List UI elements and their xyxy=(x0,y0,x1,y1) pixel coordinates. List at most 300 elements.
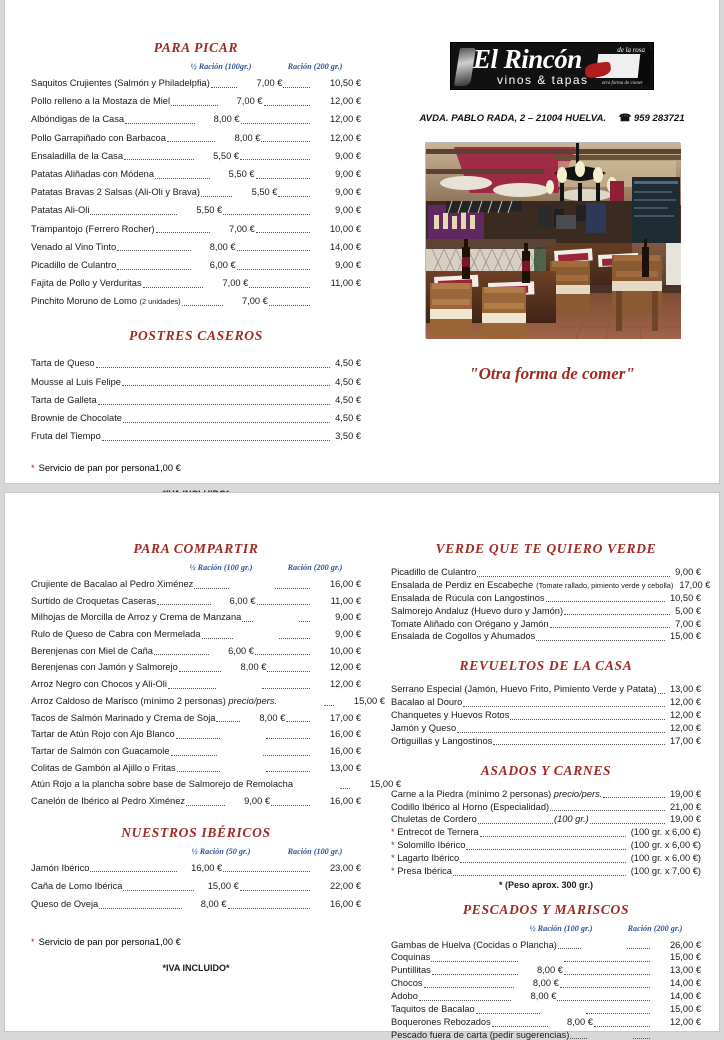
menu-item-row xyxy=(31,78,361,89)
menu-item-price: 9,00 € xyxy=(675,567,701,577)
menu-item-row xyxy=(31,729,361,740)
menu-item-row xyxy=(391,814,701,825)
menu-item-name: Rulo de Queso de Cabra con Mermelada xyxy=(31,629,201,640)
menu-item-row xyxy=(31,863,361,874)
column-headers-para-compartir xyxy=(31,563,361,572)
menu-item-name: Patatas Bravas 2 Salsas (Ali-Oli y Brava) xyxy=(31,187,200,198)
menu-item-name: Caña de Lomo Ibérica xyxy=(31,880,123,891)
dot-leader xyxy=(240,152,310,160)
dot-leader xyxy=(275,581,310,589)
dot-leader xyxy=(478,816,553,824)
menu-item-row xyxy=(391,940,701,951)
menu-item-row xyxy=(391,619,701,630)
menu-item-full-price: 12,00 € xyxy=(329,114,362,125)
para-compartir-item-list xyxy=(31,579,402,807)
menu-item-row xyxy=(391,697,701,708)
menu-item-row xyxy=(391,736,701,747)
dot-leader xyxy=(457,725,665,733)
menu-item-row xyxy=(31,395,361,406)
dot-leader xyxy=(432,967,518,975)
menu-item-half-price: 8,00 € xyxy=(567,1016,593,1027)
menu-item-price: (100 gr. x 7,00 €) xyxy=(630,865,701,876)
menu-item-full-price: 12,00 € xyxy=(669,1016,702,1027)
menu-item-name: Pescado fuera de carta (pedir sugerencias) xyxy=(391,1029,570,1040)
menu-item-price: 7,00 € xyxy=(675,618,701,629)
menu-item-row xyxy=(31,796,361,807)
dot-leader xyxy=(480,829,626,837)
menu-item-half-price: 7,00 € xyxy=(241,296,268,307)
dot-leader xyxy=(570,1031,587,1039)
menu-item-row xyxy=(391,978,701,989)
page1-right-column xyxy=(383,0,721,483)
menu-item-name: Chanquetes y Huevos Rotos xyxy=(391,710,510,720)
menu-item-row xyxy=(31,278,361,289)
dot-leader xyxy=(241,116,310,124)
menu-item-full-price: 16,00 € xyxy=(329,579,361,589)
menu-item-name: Colitas de Gambón al Ajillo o Fritas xyxy=(31,762,176,773)
dot-leader xyxy=(266,731,310,739)
menu-item-row xyxy=(31,114,361,125)
logo-corner-note-bottom: otra forma de comer xyxy=(601,81,643,86)
menu-item-row xyxy=(391,827,701,838)
menu-item-price: 4,50 € xyxy=(335,394,361,405)
menu-item-half-price: 6,00 € xyxy=(209,259,236,270)
postres-item-list xyxy=(31,358,361,441)
menu-item-half-price: 6,00 € xyxy=(229,595,256,606)
bread-note-label: Servicio de pan por persona xyxy=(38,463,155,474)
menu-item-row xyxy=(31,899,361,910)
menu-item-row xyxy=(31,779,402,790)
menu-item-name: Berenjenas con Miel de Caña xyxy=(31,645,153,656)
menu-item-name: Picadillo de Culantro xyxy=(31,259,117,270)
menu-item-name: Surtido de Croquetas Caseras xyxy=(31,595,157,606)
dot-leader xyxy=(431,954,517,962)
menu-item-half-price: 8,00 € xyxy=(537,965,563,976)
dot-leader xyxy=(460,855,625,863)
menu-item-name: Canelón de Ibérico al Pedro Ximénez xyxy=(31,795,186,806)
dot-leader xyxy=(286,714,310,722)
menu-item-full-price: 16,00 € xyxy=(329,745,361,756)
dot-leader xyxy=(123,883,193,891)
logo-container xyxy=(403,42,701,95)
menu-item-half-price: 8,00 € xyxy=(234,132,261,143)
column-headers-para-picar xyxy=(31,62,361,71)
dot-leader xyxy=(256,171,311,179)
dot-leader xyxy=(143,280,204,288)
menu-item-full-price: 11,00 € xyxy=(330,278,361,289)
menu-item-half-price: 8,00 € xyxy=(530,991,557,1002)
menu-item-price: 17,00 € xyxy=(669,735,701,746)
menu-item-weight-note: (100 gr.) xyxy=(553,814,589,825)
menu-item-name: Chuletas de Cordero xyxy=(391,814,477,825)
dot-leader xyxy=(564,954,650,962)
dot-leader xyxy=(249,280,310,288)
menu-item-row xyxy=(391,710,701,721)
dot-leader xyxy=(179,664,222,672)
menu-item-name: Pinchito Moruno de Lomo (2 unidades) xyxy=(31,296,181,307)
menu-item-full-price: 9,00 € xyxy=(335,187,362,198)
menu-item-half-price: 15,00 € xyxy=(207,880,239,891)
menu-item-row xyxy=(31,881,361,892)
menu-item-name: Ortiguillas y Langostinos xyxy=(391,735,493,746)
menu-item-row xyxy=(391,840,701,851)
dot-leader xyxy=(90,207,177,215)
menu-item-row xyxy=(31,169,361,180)
menu-item-name: * Solomillo Ibérico xyxy=(391,840,466,851)
menu-item-full-price: 22,00 € xyxy=(329,880,362,891)
restaurant-photo-graphic xyxy=(426,143,681,339)
menu-item-name: Mousse al Luis Felipe xyxy=(31,376,121,387)
menu-item-name: Taquitos de Bacalao xyxy=(391,1003,475,1014)
menu-item-row xyxy=(31,358,361,369)
menu-item-row xyxy=(31,133,361,144)
header-full-racion: Ración (100 gr.) xyxy=(287,846,343,856)
dot-leader xyxy=(201,189,233,197)
dot-leader xyxy=(154,647,209,655)
dot-leader xyxy=(266,764,310,772)
dot-leader xyxy=(211,80,238,88)
menu-item-row xyxy=(31,713,361,724)
section-title-asados: ASADOS Y CARNES xyxy=(480,762,612,778)
dot-leader xyxy=(493,737,665,745)
header-full-racion: Ración (200 gr.) xyxy=(627,923,683,933)
menu-item-row xyxy=(31,679,361,690)
menu-item-half-price: 5,50 € xyxy=(228,168,255,179)
menu-item-full-price: 12,00 € xyxy=(329,662,362,673)
dot-leader xyxy=(603,790,665,798)
menu-item-name: Milhojas de Morcilla de Arroz y Crema de Manzana xyxy=(31,612,242,623)
menu-item-name: Brownie de Chocolate xyxy=(31,413,122,423)
dot-leader xyxy=(117,243,190,251)
menu-item-full-price: 9,00 € xyxy=(335,629,362,640)
dot-leader xyxy=(237,262,310,270)
dot-leader xyxy=(633,1031,650,1039)
menu-item-name: Picadillo de Culantro xyxy=(391,567,477,577)
menu-item-row xyxy=(391,952,701,963)
iva-notice-page2: *IVA INCLUIDO* xyxy=(162,963,230,974)
menu-item-full-price: 12,00 € xyxy=(329,679,362,690)
dot-leader xyxy=(590,816,665,824)
menu-item-price: 13,00 € xyxy=(669,684,701,695)
bread-note-price: 1,00 € xyxy=(154,463,181,474)
dot-leader xyxy=(124,152,194,160)
address-text: AVDA. PABLO RADA, 2 – 21004 HUELVA. xyxy=(419,113,607,124)
menu-item-name: Arroz Negro con Chocos y Ali-Oli xyxy=(31,679,167,690)
menu-item-row xyxy=(391,866,701,877)
ibericos-item-list xyxy=(31,863,361,910)
menu-item-half-price: 7,00 € xyxy=(256,78,283,88)
dot-leader xyxy=(117,262,190,270)
menu-item-name: Chocos xyxy=(391,978,423,989)
dot-leader xyxy=(271,798,310,806)
menu-item-price: 21,00 € xyxy=(669,801,701,812)
menu-item-price: 12,00 € xyxy=(669,722,701,733)
dot-leader xyxy=(262,681,310,689)
menu-item-row xyxy=(391,991,701,1002)
menu-item-price: 3,50 € xyxy=(335,431,361,442)
menu-item-full-price: 9,00 € xyxy=(335,205,362,216)
dot-leader xyxy=(257,597,310,605)
menu-item-row xyxy=(31,224,361,235)
menu-item-row xyxy=(391,853,701,864)
menu-item-row xyxy=(391,723,701,734)
menu-item-name: Boquerones Rebozados xyxy=(391,1016,491,1027)
menu-item-row xyxy=(31,612,361,623)
menu-page-2 xyxy=(4,492,720,1040)
dot-leader xyxy=(157,597,210,605)
dot-leader xyxy=(223,864,310,872)
menu-item-price: (100 gr. x 6,00 €) xyxy=(630,853,701,863)
menu-item-name: Trampantojo (Ferrero Rocher) xyxy=(31,223,155,234)
dot-leader xyxy=(586,1006,650,1014)
bread-note-label: Servicio de pan por persona xyxy=(38,937,155,948)
dot-leader xyxy=(419,993,512,1001)
menu-item-full-price: 15,00 € xyxy=(353,695,385,706)
bread-service-note-page2 xyxy=(31,937,361,947)
menu-item-name: Arroz Caldoso de Marisco (mínimo 2 personas) precio/pers. xyxy=(31,695,277,706)
dot-leader xyxy=(171,748,218,756)
menu-item-row xyxy=(391,684,701,695)
menu-item-price: 12,00 € xyxy=(669,697,701,708)
dot-leader xyxy=(658,686,665,694)
menu-item-row xyxy=(31,151,361,162)
section-title-postres: POSTRES CASEROS xyxy=(129,328,263,344)
menu-item-half-price: 8,00 € xyxy=(532,978,559,989)
menu-item-row xyxy=(391,965,701,976)
menu-item-row xyxy=(391,631,701,642)
restaurant-logo xyxy=(450,42,654,90)
menu-item-price: (100 gr. x 6,00 €) xyxy=(630,827,701,838)
menu-item-row xyxy=(391,1030,701,1040)
dot-leader xyxy=(261,134,310,142)
menu-item-name: Tarta de Queso xyxy=(31,358,95,369)
menu-item-row xyxy=(391,802,701,813)
menu-item-name: Tartar de Atún Rojo con Ajo Blanco xyxy=(31,729,175,740)
dot-leader xyxy=(476,1006,540,1014)
dot-leader xyxy=(242,614,253,622)
menu-item-name: Atún Rojo a la plancha sobre base de Salmorejo de Remolacha xyxy=(31,779,294,790)
dot-leader xyxy=(550,803,665,811)
header-half-racion: ½ Ración (100gr.) xyxy=(190,62,252,71)
menu-item-row xyxy=(391,567,701,578)
menu-item-name: * Lagarto Ibérico xyxy=(391,853,460,863)
dot-leader xyxy=(546,594,665,602)
menu-item-name: Jamón y Queso xyxy=(391,722,457,733)
column-headers-ibericos xyxy=(31,847,361,856)
menu-item-full-price: 16,00 € xyxy=(329,795,362,806)
dot-leader xyxy=(96,360,331,368)
menu-item-name: Berenjenas con Jamón y Salmorejo xyxy=(31,662,178,673)
dot-leader xyxy=(557,993,650,1001)
revueltos-item-list xyxy=(391,684,701,746)
menu-item-row xyxy=(391,789,701,800)
dot-leader xyxy=(627,941,650,949)
dot-leader xyxy=(177,764,221,772)
dot-leader xyxy=(324,698,334,706)
menu-item-name: Salmorejo Andaluz (Huevo duro y Jamón) xyxy=(391,605,564,616)
menu-item-half-price: 16,00 € xyxy=(191,862,223,873)
address-line xyxy=(403,113,701,124)
menu-item-name: Tartar de Salmón con Guacamole xyxy=(31,745,170,756)
menu-item-half-price: 7,00 € xyxy=(228,223,255,234)
section-title-revueltos: REVUELTOS DE LA CASA xyxy=(459,658,633,674)
menu-item-row xyxy=(31,646,361,657)
menu-item-price: 10,50 € xyxy=(669,592,701,603)
dot-leader xyxy=(510,712,665,720)
menu-item-half-price: 8,00 € xyxy=(240,662,267,673)
dot-leader xyxy=(194,581,229,589)
dot-leader xyxy=(156,225,210,233)
menu-item-full-price: 16,00 € xyxy=(329,899,361,909)
menu-item-price: 4,50 € xyxy=(335,413,361,423)
pescados-item-list xyxy=(391,940,701,1040)
menu-item-full-price: 12,00 € xyxy=(329,96,362,107)
menu-item-full-price: 15,00 € xyxy=(370,779,402,790)
menu-item-name: * Presa Ibérica xyxy=(391,865,452,876)
menu-item-price: 5,00 € xyxy=(675,605,701,616)
dot-leader xyxy=(466,842,625,850)
menu-item-name: Fruta del Tiempo xyxy=(31,431,101,442)
dot-leader xyxy=(463,699,665,707)
menu-item-row xyxy=(31,763,361,774)
menu-item-price: 19,00 € xyxy=(669,788,701,799)
menu-item-row xyxy=(391,1017,701,1028)
menu-item-half-price: 5,50 € xyxy=(213,150,239,161)
menu-item-full-price: 23,00 € xyxy=(329,862,361,873)
menu-item-row xyxy=(31,413,361,424)
menu-item-name: Coquinas xyxy=(391,952,431,963)
menu-item-price: (100 gr. x 6,00 €) xyxy=(630,840,701,851)
dot-leader xyxy=(240,883,310,891)
dot-leader xyxy=(340,781,350,789)
dot-leader xyxy=(228,901,310,909)
menu-item-row xyxy=(31,596,361,607)
dot-leader xyxy=(182,298,223,306)
phone-icon: ☎ xyxy=(618,113,632,124)
section-title-verde: VERDE QUE TE QUIERO VERDE xyxy=(435,541,657,556)
dot-leader xyxy=(492,1019,548,1027)
menu-item-row xyxy=(31,296,361,307)
dot-leader xyxy=(299,614,310,622)
dot-leader xyxy=(564,967,650,975)
header-half-racion: ½ Ración (50 gr.) xyxy=(191,846,251,856)
menu-item-row xyxy=(391,579,711,591)
menu-item-half-price: 8,00 € xyxy=(213,114,240,125)
menu-item-half-price: 8,00 € xyxy=(209,241,236,252)
logo-subtitle: vinos & tapas xyxy=(497,73,589,87)
menu-item-row xyxy=(31,431,361,442)
verde-item-list xyxy=(391,567,711,642)
menu-item-name: Venado al Vino Tinto xyxy=(31,241,117,252)
menu-item-half-price: 9,00 € xyxy=(244,795,271,806)
dot-leader xyxy=(267,664,310,672)
menu-item-name: Queso de Oveja xyxy=(31,899,99,909)
menu-item-name: Saquitos Crujientes (Salmón y Philadelpfia) xyxy=(31,78,210,88)
menu-item-row xyxy=(31,746,361,757)
phone-number: 959 283721 xyxy=(633,113,685,124)
menu-item-row xyxy=(31,260,361,271)
menu-item-name: * Entrecot de Ternera xyxy=(391,827,479,838)
bread-note-price: 1,00 € xyxy=(154,937,181,948)
dot-leader xyxy=(98,397,331,405)
menu-item-half-price: 8,00 € xyxy=(259,712,286,723)
dot-leader xyxy=(560,980,650,988)
menu-item-row xyxy=(31,242,361,253)
restaurant-interior-photo xyxy=(425,142,680,338)
dot-leader xyxy=(424,980,514,988)
menu-item-note: (Tomate rallado, pimiento verde y cebolla) xyxy=(536,581,674,591)
dot-leader xyxy=(255,647,310,655)
menu-item-price: 17,00 € xyxy=(679,579,711,590)
menu-item-full-price: 15,00 € xyxy=(669,1003,702,1014)
menu-item-name: Albóndigas de la Casa xyxy=(31,114,125,125)
menu-item-full-price: 10,00 € xyxy=(329,223,361,234)
menu-item-full-price: 9,00 € xyxy=(335,612,361,623)
dot-leader xyxy=(202,631,233,639)
menu-item-name: Ensalada de Rúcula con Langostinos xyxy=(391,592,545,603)
para-picar-item-list xyxy=(31,78,361,307)
section-title-ibericos: NUESTROS IBÉRICOS xyxy=(121,824,271,840)
menu-item-name: Tomate Aliñado con Orégano y Jamón xyxy=(391,618,549,629)
menu-page-1 xyxy=(4,0,720,484)
menu-item-half-price: 8,00 € xyxy=(200,899,227,909)
menu-item-full-price: 26,00 € xyxy=(669,939,702,950)
dot-leader xyxy=(536,633,665,641)
menu-item-name: Tarta de Galleta xyxy=(31,394,97,405)
section-title-para-compartir: PARA COMPARTIR xyxy=(133,541,259,556)
menu-item-full-price: 14,00 € xyxy=(329,241,361,252)
menu-item-full-price: 9,00 € xyxy=(335,150,361,161)
menu-item-price: 12,00 € xyxy=(669,710,701,720)
menu-item-row xyxy=(391,606,701,617)
menu-item-row xyxy=(31,629,361,640)
menu-item-half-price: 5,50 € xyxy=(196,205,223,216)
menu-item-row xyxy=(31,377,361,388)
menu-item-price: 4,50 € xyxy=(335,376,361,387)
dot-leader xyxy=(102,433,330,441)
menu-item-full-price: 12,00 € xyxy=(329,132,361,143)
dot-leader xyxy=(594,1019,650,1027)
menu-item-half-price: 7,00 € xyxy=(222,278,249,289)
dot-leader xyxy=(269,298,310,306)
photo-container xyxy=(403,142,701,344)
menu-item-full-price: 17,00 € xyxy=(329,712,362,723)
asterisk-mark: * xyxy=(31,937,35,948)
menu-item-full-price: 13,00 € xyxy=(669,965,702,976)
page2-left-column xyxy=(5,493,402,1031)
dot-leader xyxy=(283,80,310,88)
dot-leader xyxy=(279,631,310,639)
dot-leader xyxy=(186,798,225,806)
menu-item-full-price: 9,00 € xyxy=(335,168,362,179)
restaurant-tagline: "Otra forma de comer" xyxy=(469,364,635,383)
menu-item-name: Tacos de Salmón Marinado y Crema de Soja xyxy=(31,712,216,723)
menu-item-name: Gambas de Huelva (Cocidas o Plancha) xyxy=(391,939,557,950)
dot-leader xyxy=(167,134,216,142)
menu-item-name: Codillo Ibérico al Horno (Especialidad) xyxy=(391,801,550,812)
menu-item-price: 15,00 € xyxy=(669,631,701,642)
menu-item-row xyxy=(391,593,701,604)
section-title-pescados: PESCADOS Y MARISCOS xyxy=(462,901,630,917)
dot-leader xyxy=(99,901,181,909)
column-headers-pescados xyxy=(391,924,701,933)
dot-leader xyxy=(155,171,210,179)
menu-item-name: Patatas Ali-Oli xyxy=(31,205,90,216)
menu-item-full-price: 11,00 € xyxy=(330,595,361,606)
dot-leader xyxy=(90,864,177,872)
dot-leader xyxy=(168,681,216,689)
dot-leader xyxy=(264,98,311,106)
